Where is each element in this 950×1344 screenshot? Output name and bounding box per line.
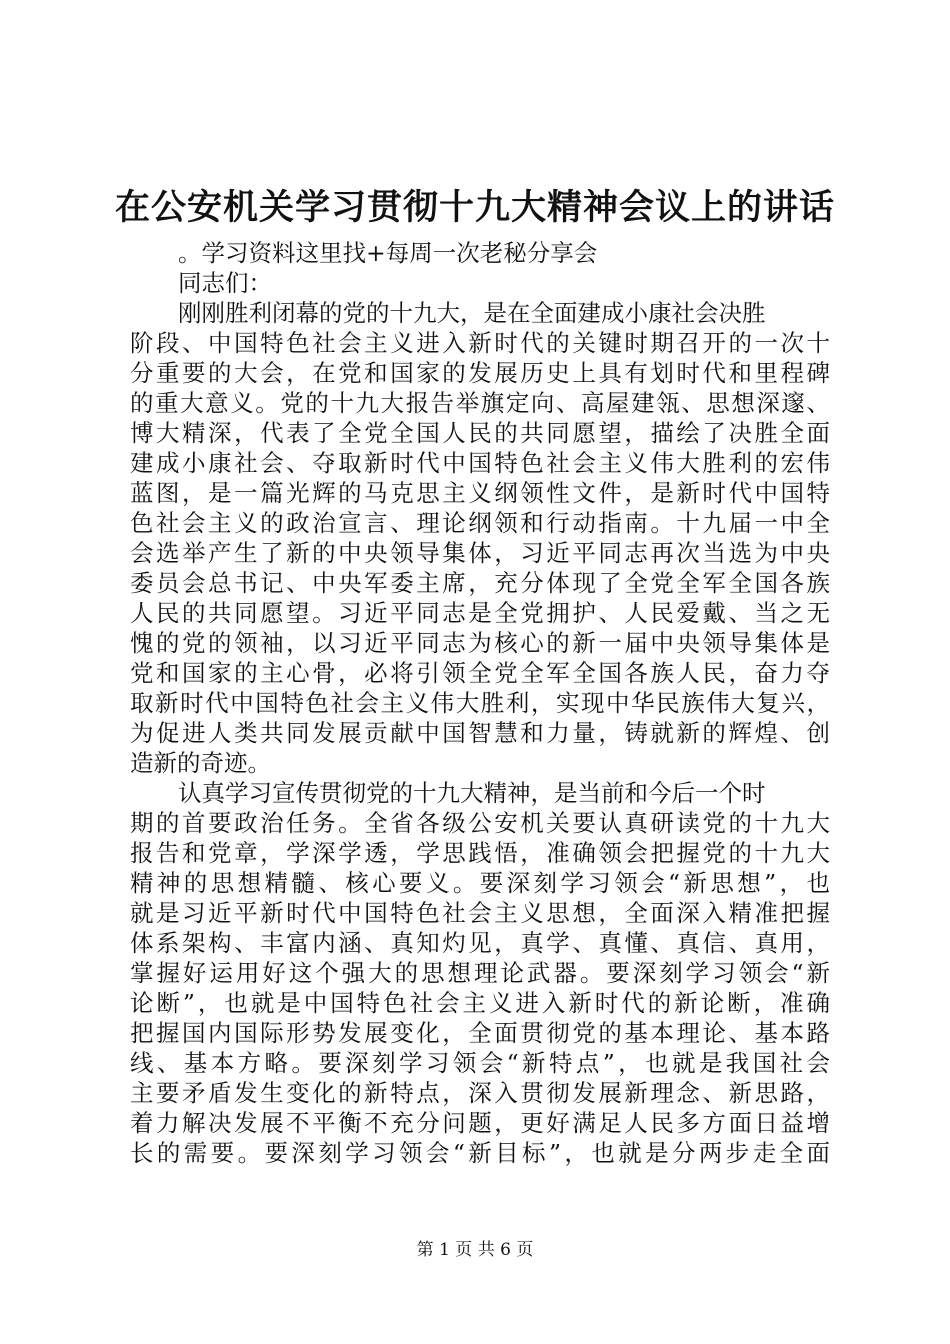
text-line: 蓝图，是一篇光辉的马克思主义纲领性文件，是新时代中国特 [130,479,830,507]
text-line: 长的需要。要深刻学习领会“新目标”，也就是分两步走全面 [130,1139,830,1167]
text-line: 党和国家的主心骨，必将引领全党全军全国各族人民，奋力夺 [130,659,830,687]
text-line: 认真学习宣传贯彻党的十九大精神，是当前和今后一个时 [178,779,766,807]
text-line: 体系架构、丰富内涵、真知灼见，真学、真懂、真信、真用， [130,929,830,957]
text-line: 着力解决发展不平衡不充分问题，更好满足人民多方面日益增 [130,1109,830,1137]
text-line: 分重要的大会，在党和国家的发展历史上具有划时代和里程碑 [130,359,830,387]
text-line: 愧的党的领袖，以习近平同志为核心的新一届中央领导集体是 [130,629,830,657]
text-line: 的重大意义。党的十九大报告举旗定向、高屋建瓴、思想深邃、 [130,389,830,417]
text-line: 造新的奇迹。 [130,749,271,777]
text-line: 为促进人类共同发展贡献中国智慧和力量，铸就新的辉煌、创 [130,719,830,747]
text-line: 线、基本方略。要深刻学习领会“新特点”，也就是我国社会 [130,1049,830,1077]
text-line: 人民的共同愿望。习近平同志是全党拥护、人民爱戴、当之无 [130,599,830,627]
document-body [130,238,830,1168]
salutation: 同志们： [178,269,272,297]
text-line: 论断”，也就是中国特色社会主义进入新时代的新论断，准确 [130,989,830,1017]
text-line: 阶段、中国特色社会主义进入新时代的关键时期召开的一次十 [130,329,830,357]
text-line: 建成小康社会、夺取新时代中国特色社会主义伟大胜利的宏伟 [130,449,830,477]
text-line: 就是习近平新时代中国特色社会主义思想，全面深入精准把握 [130,899,830,927]
text-line: 精神的思想精髓、核心要义。要深刻学习领会“新思想”，也 [130,869,830,897]
text-line: 把握国内国际形势发展变化，全面贯彻党的基本理论、基本路 [130,1019,830,1047]
text-line: 掌握好运用好这个强大的思想理论武器。要深刻学习领会“新 [130,959,830,987]
text-line: 主要矛盾发生变化的新特点，深入贯彻发展新理念、新思路， [130,1079,830,1107]
paragraph-1 [130,298,830,778]
text-line: 期的首要政治任务。全省各级公安机关要认真研读党的十九大 [130,809,830,837]
text-line: 会选举产生了新的中央领导集体，习近平同志再次当选为中央 [130,539,830,567]
text-line: 委员会总书记、中央军委主席，充分体现了全党全军全国各族 [130,569,830,597]
paragraph-2 [130,778,830,1168]
text-line: 报告和党章，学深学透，学思践悟，准确领会把握党的十九大 [130,839,830,867]
page-number-footer: 第 1 页 共 6 页 [416,1240,534,1260]
text-line: 色社会主义的政治宣言、理论纲领和行动指南。十九届一中全 [130,509,830,537]
page-title: 在公安机关学习贯彻十九大精神会议上的讲话 [114,187,835,228]
text-line: 博大精深，代表了全党全国人民的共同愿望，描绘了决胜全面 [130,419,830,447]
subtitle-note: 。学习资料这里找+每周一次老秘分享会 [178,239,598,267]
text-line: 刚刚胜利闭幕的党的十九大，是在全面建成小康社会决胜 [178,299,766,327]
text-line: 取新时代中国特色社会主义伟大胜利，实现中华民族伟大复兴， [130,689,830,717]
